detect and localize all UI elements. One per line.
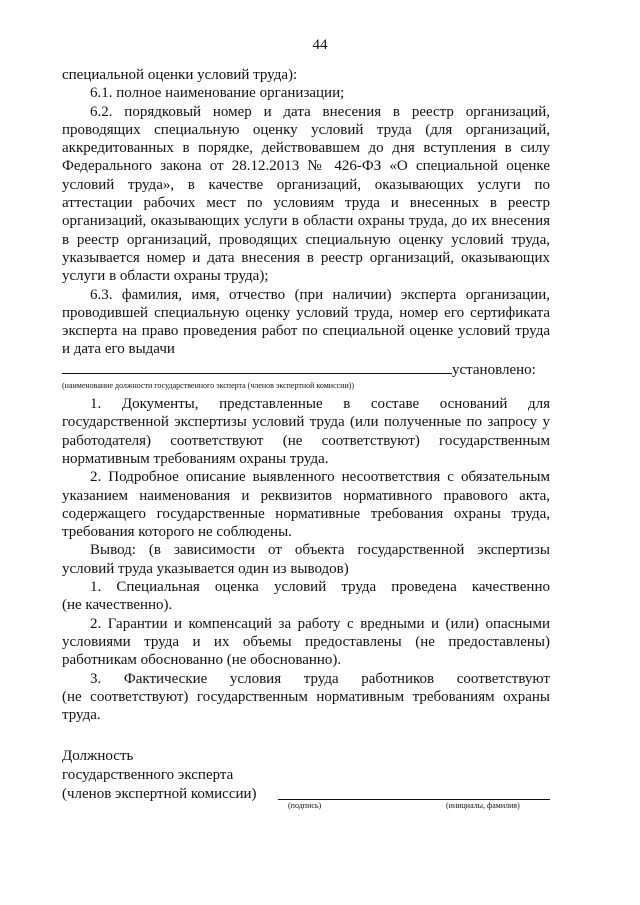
text-line: организаций, оказывающих услуги в области охраны труда, до их внесения bbox=[62, 213, 550, 230]
text-line: (не качественно). bbox=[62, 597, 173, 614]
text-line: работникам обоснованно (не обоснованно). bbox=[62, 652, 342, 669]
text-line: проводившей специальную оценку условий труда, номер его сертификата bbox=[62, 304, 550, 321]
text-line: специальной оценки условий труда): bbox=[62, 67, 298, 83]
conclusion-items bbox=[62, 395, 550, 724]
text-line: эксперта на право проведения работ по специальной оценке условий труда bbox=[62, 323, 550, 340]
position-caption: (наименование должности государственного эксперта (членов экспертной комиссии)) bbox=[62, 381, 355, 391]
page-number: 44 bbox=[312, 37, 328, 53]
position-blank bbox=[62, 361, 452, 374]
signature-line-3: (членов экспертной комиссии) bbox=[62, 786, 257, 802]
text-line: условий труда», в качестве организаций, оказывающих услуги по bbox=[62, 176, 550, 193]
text-line: условий труда указывается один из выводов) bbox=[62, 560, 349, 577]
text-line: указанием наименования и реквизитов нормативного правового акта, bbox=[62, 487, 550, 504]
text-line: работодателя) соответствуют (не соответствуют) государственным bbox=[62, 432, 550, 449]
text-line: 2. Подробное описание выявленного несоответствия с обязательным bbox=[90, 469, 550, 486]
text-line: услуги в области охраны труда); bbox=[62, 268, 269, 285]
text-line: 6.1. полное наименование организации; bbox=[90, 85, 345, 102]
text-line: нормативным требованиям охраны труда. bbox=[62, 450, 329, 467]
text-line: государственной экспертизы условий труда (или полученные по запросу у bbox=[62, 414, 550, 431]
text-line: содержащего государственные нормативные требования охраны труда, bbox=[62, 505, 550, 522]
signature-line-2: государственного эксперта bbox=[62, 767, 234, 783]
text-line: 6.2. порядковый номер и дата внесения в реестр организаций, bbox=[90, 103, 550, 120]
body-text bbox=[62, 66, 550, 724]
text-line: 2. Гарантии и компенсаций за работу с вредными и (или) опасными bbox=[90, 615, 550, 632]
text-line: указывается номер и дата внесения в реестр организаций, оказывающих bbox=[62, 249, 550, 266]
text-line: (не соответствуют) государственным нормативным требованиям охраны bbox=[62, 688, 550, 705]
text-line: 1. Специальная оценка условий труда проведена качественно bbox=[90, 579, 550, 596]
text-line: труда. bbox=[62, 707, 101, 724]
signature-underline bbox=[278, 799, 550, 800]
signature-line-1: Должность bbox=[62, 748, 134, 764]
text-line: аккредитованных в порядке, действовавшем до дня вступления в силу bbox=[62, 140, 550, 157]
text-line: 1. Документы, представленные в составе оснований для bbox=[90, 396, 550, 413]
established-word: установлено: bbox=[452, 361, 536, 378]
signature-block bbox=[62, 747, 562, 804]
text-line: 6.3. фамилия, имя, отчество (при наличии) эксперта организации, bbox=[90, 286, 550, 303]
text-line: условиями труда и их объемы предоставлены (не предоставлены) bbox=[62, 633, 550, 650]
text-line: Федерального закона от 28.12.2013 № 426-ФЗ «О специальной оценке bbox=[62, 158, 550, 175]
text-line: и дата его выдачи bbox=[62, 341, 175, 358]
text-line: проводящих специальную оценку условий труда (для организаций, bbox=[62, 121, 550, 138]
section-6-items bbox=[62, 66, 550, 359]
text-line: в реестр организаций, проводящих специальную оценку условий труда, bbox=[62, 231, 550, 248]
name-caption: (инициалы, фамилия) bbox=[446, 801, 520, 810]
text-line: аттестации рабочих мест по условиям труда и внесенных в реестр bbox=[62, 195, 550, 212]
signature-caption: (подпись) bbox=[288, 801, 322, 810]
text-line: требования которого не соблюдены. bbox=[62, 524, 292, 541]
text-line: 3. Фактические условия труда работников соответствуют bbox=[90, 670, 550, 687]
established-line bbox=[62, 361, 550, 379]
text-line: Вывод: (в зависимости от объекта государственной экспертизы bbox=[90, 542, 550, 559]
